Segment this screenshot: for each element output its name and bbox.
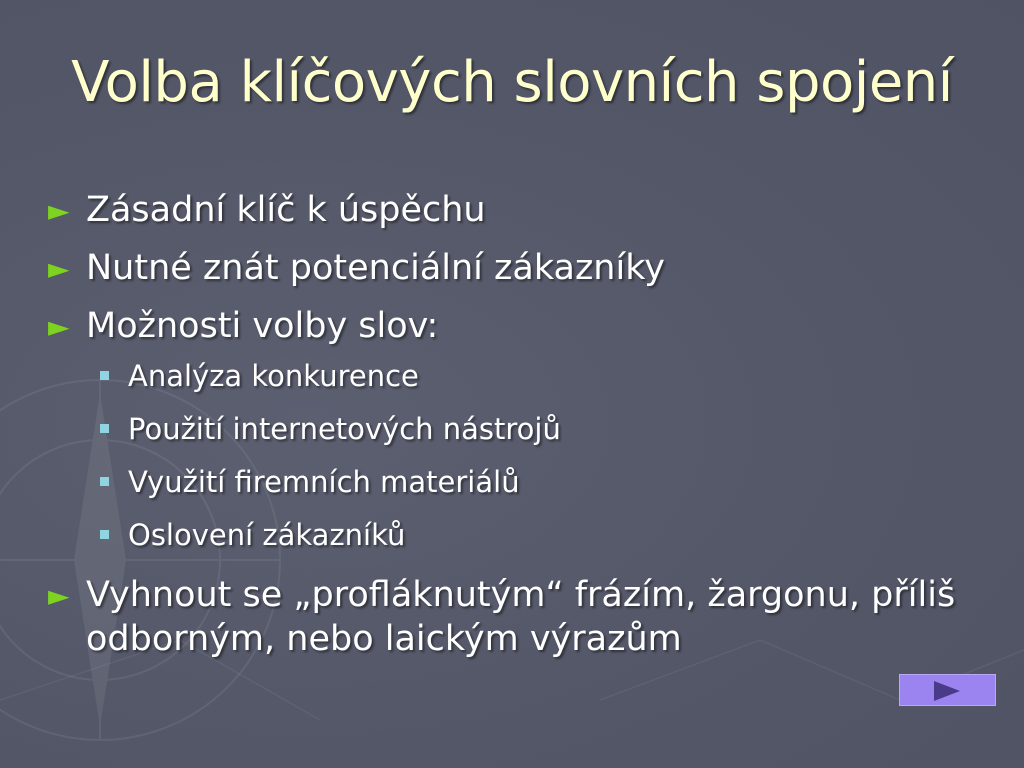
green-triangle-right-icon: ►	[48, 252, 70, 285]
bullet-text: Zásadní klíč k úspěchu	[86, 190, 486, 230]
light-blue-square-icon	[100, 477, 109, 486]
sub-bullet-item	[48, 515, 988, 555]
sub-bullet-item	[48, 462, 988, 502]
sub-bullet-item	[48, 409, 988, 449]
green-triangle-right-icon: ►	[48, 579, 70, 612]
light-blue-square-icon	[100, 371, 109, 380]
sub-bullet-text: Použití internetových nástrojů	[128, 412, 561, 446]
bullet-text: Nutné znát potenciální zákazníky	[86, 248, 665, 288]
light-blue-square-icon	[100, 424, 109, 433]
light-blue-square-icon	[100, 530, 109, 539]
sub-bullet-text: Analýza konkurence	[128, 359, 419, 393]
green-triangle-right-icon: ►	[48, 310, 70, 343]
bullet-text: Vyhnout se „profláknutým“ frázím, žargonu, příliš odborným, nebo laickým výrazům	[86, 575, 956, 659]
sub-bullet-text: Oslovení zákazníků	[128, 518, 406, 552]
slide-title: Volba klíčových slovních spojení	[71, 50, 953, 115]
bullet-item	[48, 304, 988, 348]
bullet-item	[48, 188, 988, 232]
bullet-text: Možnosti volby slov:	[86, 306, 439, 346]
play-next-icon	[934, 681, 962, 701]
sub-bullet-item	[48, 356, 988, 396]
bullet-list	[48, 188, 988, 675]
green-triangle-right-icon: ►	[48, 194, 70, 227]
sub-bullet-text: Využití firemních materiálů	[128, 465, 520, 499]
bullet-item	[48, 573, 988, 661]
bullet-item	[48, 246, 988, 290]
next-slide-button[interactable]	[899, 674, 996, 706]
